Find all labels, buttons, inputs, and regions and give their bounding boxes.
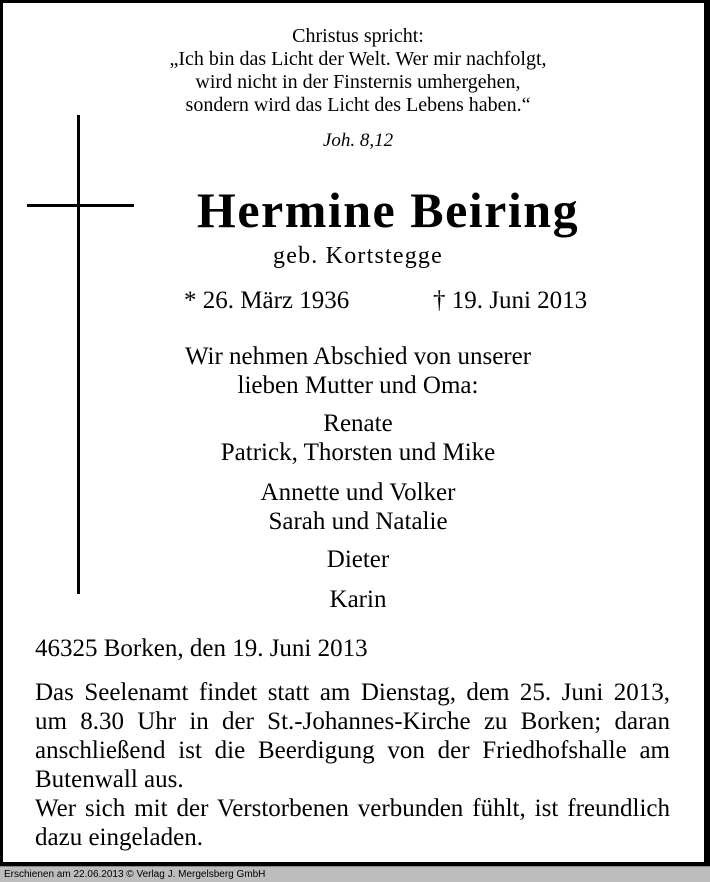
mourner-line: Karin	[329, 586, 387, 613]
mourner-line: Dieter	[326, 546, 390, 573]
details-paragraph: Wer sich mit der Verstorbenen verbunden fühlt, ist freundlich dazu eingeladen.	[35, 795, 670, 851]
deceased-name: Hermine Beiring	[196, 182, 580, 238]
quote-reference: Joh. 8,12	[322, 130, 394, 151]
mourner-group	[3, 585, 710, 614]
mourner-line: Renate	[323, 410, 393, 437]
mourner-group	[3, 545, 710, 574]
service-details	[35, 678, 670, 852]
quote-line: Christus spricht:	[292, 25, 424, 47]
mourner-line: Sarah und Natalie	[268, 508, 448, 535]
intro-line: lieben Mutter und Oma:	[237, 372, 479, 399]
bible-quote	[3, 25, 710, 117]
quote-line: sondern wird das Licht des Lebens haben.“	[185, 94, 531, 116]
publication-footer: Erschienen am 22.06.2013 © Verlag J. Mergelsberg GmbH	[0, 866, 710, 882]
birth-date: * 26. März 1936	[184, 287, 350, 314]
maiden-name: geb. Kortstegge	[273, 243, 443, 269]
details-paragraph: Das Seelenamt findet statt am Dienstag, dem 25. Juni 2013, um 8.30 Uhr in der St.-Johannes-Kirche zu Borken; daran anschließend ist die Beerdigung von der Friedhofshalle am Butenwall aus.	[35, 679, 670, 793]
quote-line: wird nicht in der Finsternis umhergehen,	[195, 71, 521, 93]
quote-line: „Ich bin das Licht der Welt. Wer mir nachfolgt,	[169, 48, 547, 70]
mourner-group	[3, 478, 710, 536]
intro-line: Wir nehmen Abschied von unserer	[184, 343, 532, 370]
farewell-intro	[3, 342, 710, 400]
place-and-date: 46325 Borken, den 19. Juni 2013	[35, 635, 368, 662]
death-date: † 19. Juni 2013	[433, 287, 588, 314]
mourner-line: Patrick, Thorsten und Mike	[220, 439, 496, 466]
mourner-line: Annette und Volker	[260, 479, 456, 506]
mourner-group	[3, 409, 710, 467]
